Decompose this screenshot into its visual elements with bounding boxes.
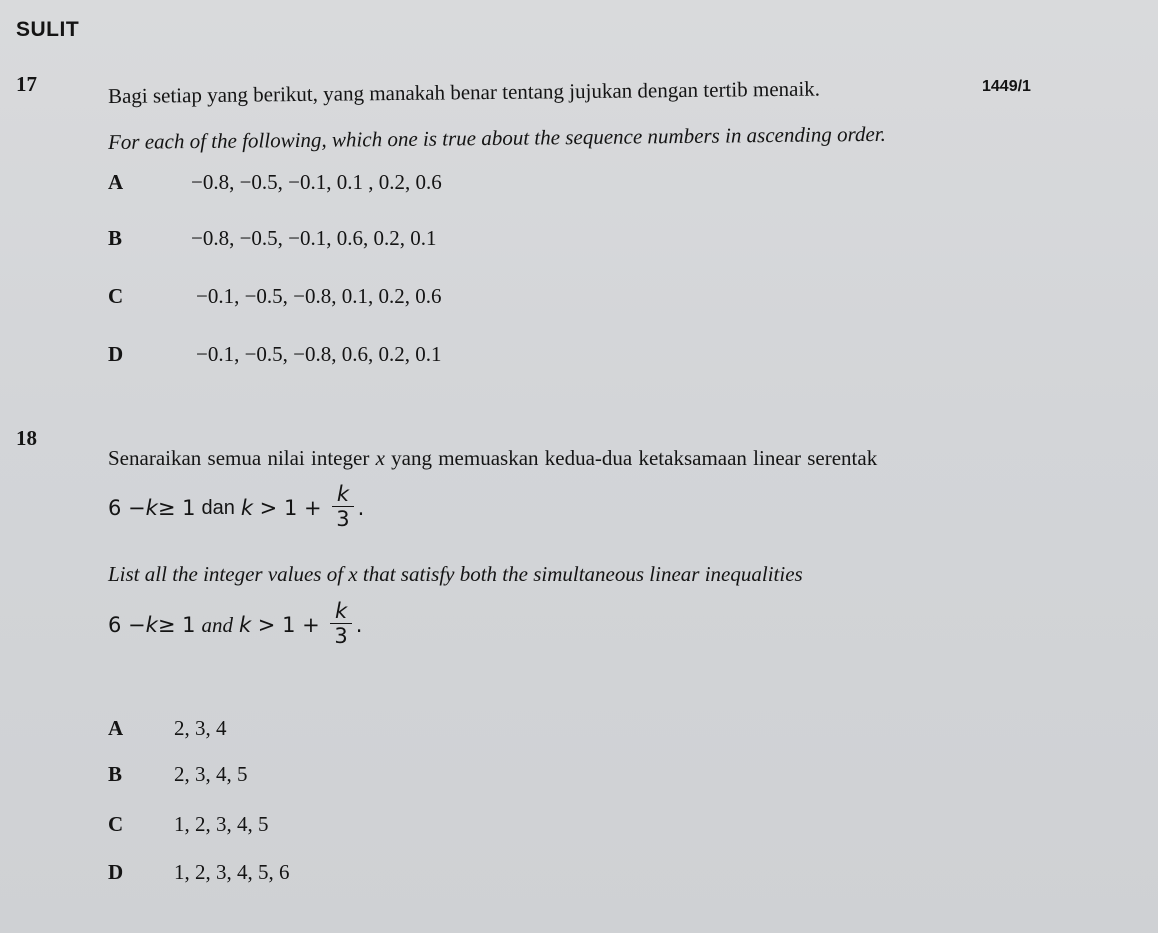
- ineq1-left-k: k: [145, 496, 158, 520]
- q17-option-c-label: C: [108, 284, 124, 308]
- q17-option-b-label: B: [108, 226, 123, 250]
- q18-option-c-value: 1, 2, 3, 4, 5: [174, 812, 269, 836]
- q17-option-c-value: −0.1, −0.5, −0.8, 0.1, 0.2, 0.6: [196, 284, 442, 308]
- ineq1-right-k: k: [240, 496, 253, 520]
- q18-option-a-value: 2, 3, 4: [174, 716, 227, 740]
- ineq2-left-a: 6 −: [108, 613, 146, 637]
- fraction-k-over-3: [332, 483, 353, 532]
- ineq2-end: .: [355, 613, 363, 637]
- fraction-numerator: k: [336, 482, 350, 507]
- q17-option-d-value: −0.1, −0.5, −0.8, 0.6, 0.2, 0.1: [196, 342, 442, 366]
- q18-option-d-label: D: [108, 860, 124, 884]
- fraction-numerator-english: k: [334, 599, 348, 624]
- question-18-english: List all the integer values of x that satisfy both the simultaneous linear inequalities: [108, 562, 803, 586]
- ineq2-left-b: ≥ 1: [157, 613, 196, 637]
- ineq2-left-k: k: [145, 613, 158, 637]
- conjunction-dan: dan: [201, 496, 235, 519]
- q18-option-c-label: C: [108, 812, 124, 836]
- ineq1-left-b: ≥ 1: [157, 496, 196, 520]
- question-17-malay: Bagi setiap yang berikut, yang manakah benar tentang jujukan dengan tertib menaik.: [107, 76, 821, 108]
- q17-option-b-value: −0.8, −0.5, −0.1, 0.6, 0.2, 0.1: [191, 226, 437, 250]
- q18-option-b-label: B: [108, 762, 123, 786]
- q18-option-b-value: 2, 3, 4, 5: [174, 762, 248, 786]
- fraction-k-over-3-english: [330, 600, 351, 649]
- fraction-denominator-english: 3: [334, 624, 348, 649]
- header-paper-code: 1449/1: [982, 78, 1031, 95]
- q18-malay-before: Senaraikan semua nilai integer: [108, 446, 376, 470]
- question-17-number: 17: [16, 72, 37, 96]
- ineq2-right-k: k: [238, 613, 252, 637]
- conjunction-and: and: [201, 612, 233, 637]
- q18-inequalities-english: [108, 595, 362, 655]
- q18-option-d-value: 1, 2, 3, 4, 5, 6: [174, 860, 290, 884]
- q18-option-a-label: A: [108, 716, 124, 740]
- ineq1-end: .: [357, 496, 365, 520]
- q17-option-d-label: D: [108, 342, 124, 366]
- ineq1-right-b: > 1 +: [253, 496, 329, 520]
- ineq2-right-b: > 1 +: [251, 613, 327, 637]
- question-18-malay: [108, 446, 877, 471]
- header-sulit: SULIT: [16, 18, 80, 41]
- q17-option-a-label: A: [108, 170, 124, 194]
- question-17-english: For each of the following, which one is true about the sequence numbers in ascending order.: [107, 121, 886, 154]
- q18-malay-variable: x: [375, 446, 385, 470]
- q17-option-a-value: −0.8, −0.5, −0.1, 0.1 , 0.2, 0.6: [191, 170, 442, 194]
- q18-malay-after: yang memuaskan kedua-dua ketaksamaan linear serentak: [384, 446, 878, 470]
- q18-inequalities-malay: [108, 478, 364, 538]
- ineq1-left-a: 6 −: [108, 496, 146, 520]
- fraction-denominator: 3: [336, 507, 350, 532]
- question-18-number: 18: [16, 426, 37, 450]
